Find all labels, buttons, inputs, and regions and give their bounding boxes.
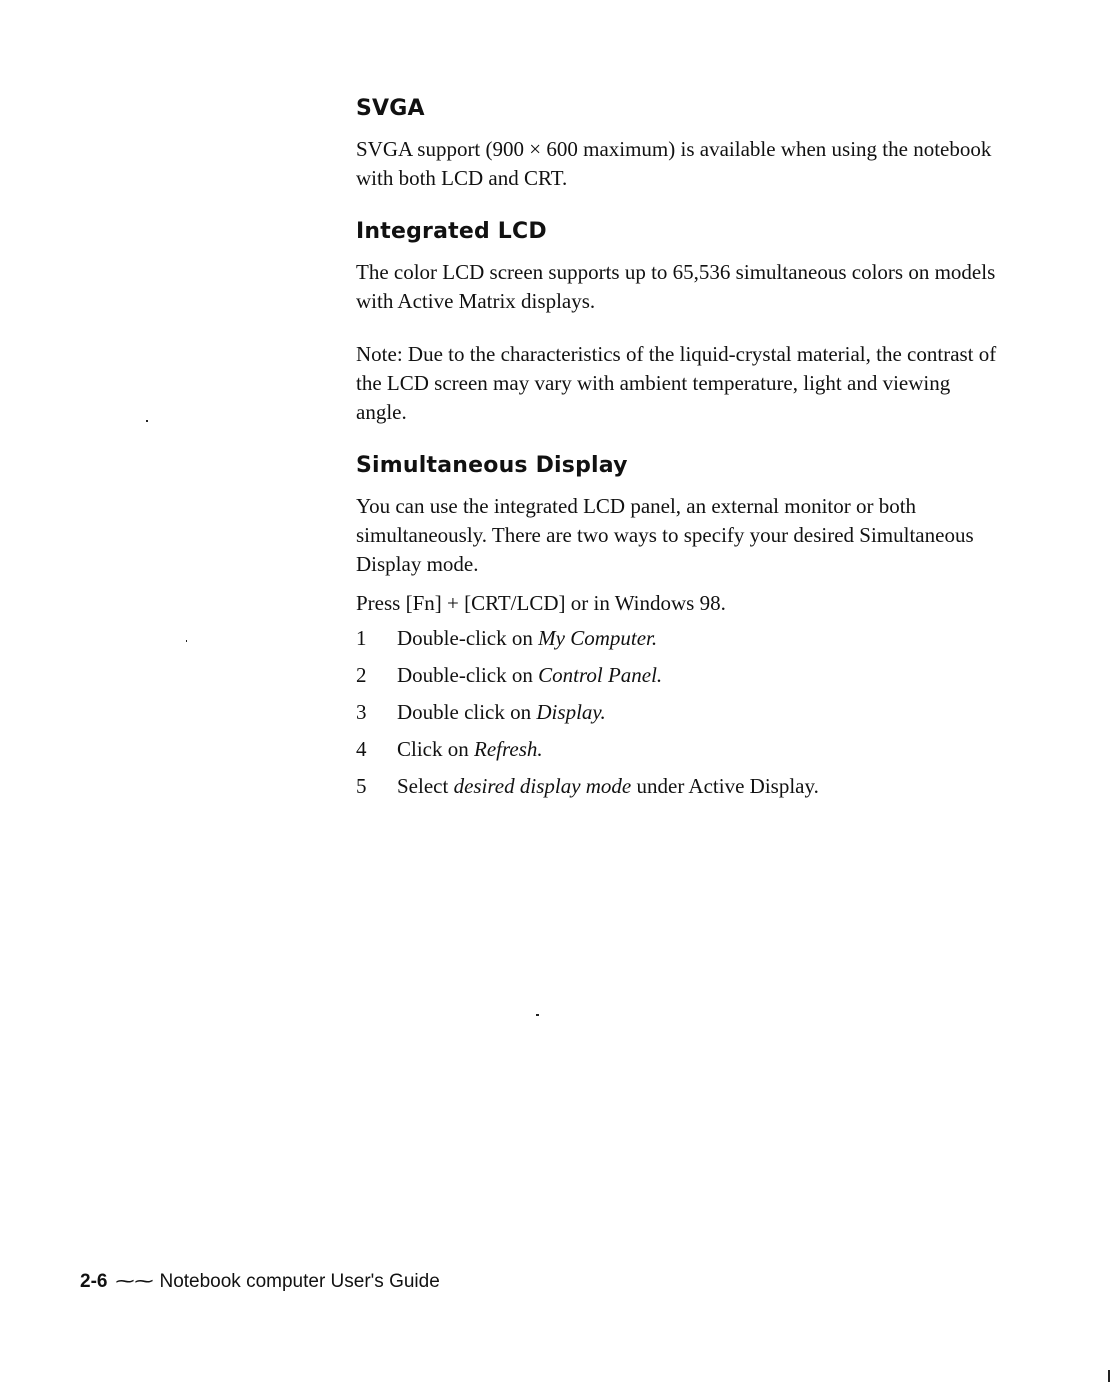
scan-speck — [536, 1014, 539, 1016]
scan-speck — [146, 420, 148, 422]
step-number: 4 — [356, 737, 367, 761]
page-footer — [80, 1270, 440, 1293]
step-text: Click on Refresh. — [397, 737, 543, 761]
svga-heading: SVGA — [356, 96, 425, 121]
step-item — [356, 624, 1006, 653]
step-item — [356, 698, 1006, 727]
steps-list — [356, 624, 1006, 801]
step-text: Double click on Display. — [397, 700, 606, 724]
lcd-note: Note: Due to the characteristics of the liquid-crystal material, the contrast of the LCD screen may vary with ambient temperature, light and viewing angle. — [356, 342, 997, 424]
step-item — [356, 735, 1006, 764]
step-item — [356, 661, 1006, 690]
lcd-body: The color LCD screen supports up to 65,536 simultaneous colors on models with Active Matrix displays. — [356, 260, 996, 313]
page-number: 2-6 — [80, 1270, 108, 1292]
step-number: 2 — [356, 663, 367, 687]
guide-title: Notebook computer User's Guide — [159, 1270, 440, 1292]
step-number: 1 — [356, 626, 367, 650]
step-text: Double-click on Control Panel. — [397, 663, 663, 687]
lcd-heading: Integrated LCD — [356, 219, 547, 244]
svga-body: SVGA support (900 × 600 maximum) is available when using the notebook with both LCD and CRT. — [356, 137, 992, 190]
wave-ornament-icon: ⁓⁓ — [115, 1271, 154, 1292]
page-content — [356, 96, 1006, 809]
press-instruction: Press [Fn] + [CRT/LCD] or in Windows 98. — [356, 591, 726, 615]
step-number: 5 — [356, 774, 367, 798]
step-item — [356, 772, 1006, 801]
scan-speck — [186, 640, 187, 642]
step-text: Double-click on My Computer. — [397, 626, 658, 650]
simultaneous-heading: Simultaneous Display — [356, 453, 628, 478]
scan-speck — [1108, 1370, 1110, 1382]
step-text: Select desired display mode under Active Display. — [397, 774, 819, 798]
simultaneous-body: You can use the integrated LCD panel, an external monitor or both simultaneously. There are two ways to specify your desired Simultaneous Display mode. — [356, 494, 974, 576]
step-number: 3 — [356, 700, 367, 724]
